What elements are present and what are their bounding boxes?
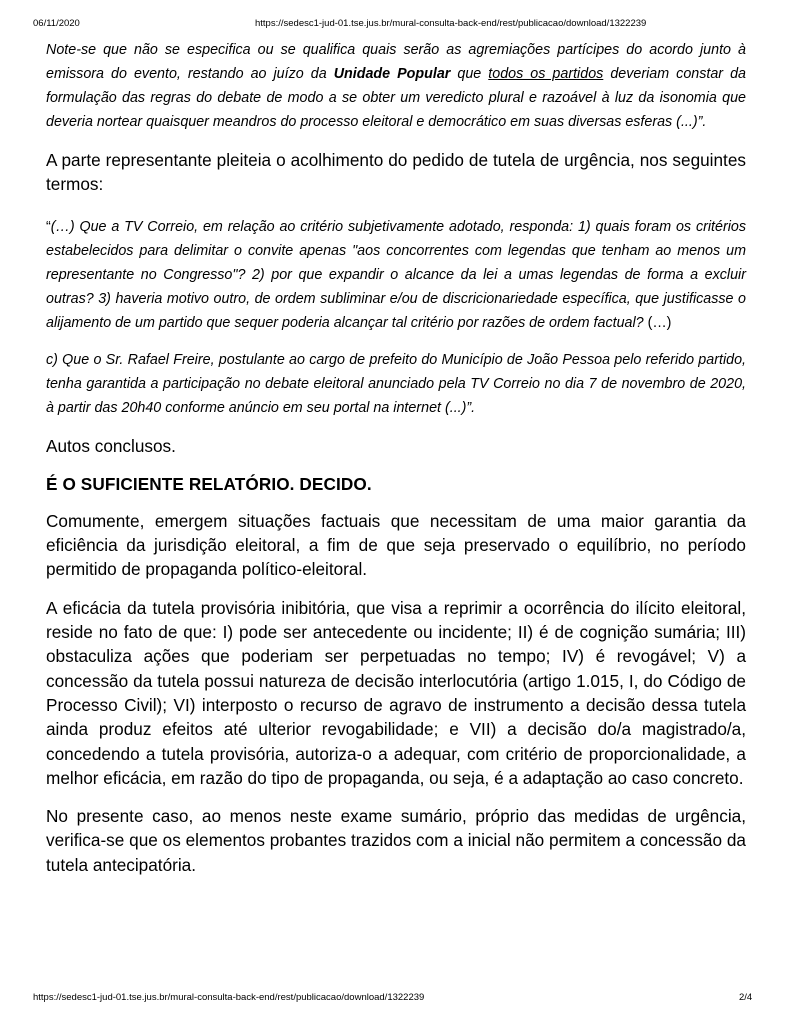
section-heading: É O SUFICIENTE RELATÓRIO. DECIDO. [46, 473, 372, 494]
document-body [46, 38, 746, 877]
footer-url: https://sedesc1-jud-01.tse.jus.br/mural-consulta-back-end/rest/publicacao/download/1322239 [33, 992, 425, 1003]
quote-text-start: Note-se que não se especifica ou se qualifica quais serão as agremiações partícipes do acordo junto à emissora do evento, restando ao juízo da [46, 42, 746, 82]
quote-paragraph-request-c: c) Que o Sr. Rafael Freire, postulante ao cargo de prefeito do Município de João Pessoa pelo referido partido, tenha garantida a participação no debate eleitoral anunciado pela TV Correio no dia 7 de novembro de 2020, à partir das 20h40 conforme anúncio em seu portal na internet (...)”. [46, 351, 746, 416]
print-date: 06/11/2020 [33, 18, 80, 29]
underlined-phrase: todos os partidos [488, 66, 604, 82]
paragraph-conclusos: Autos conclusos. [46, 435, 176, 456]
quote-open-mark: “ [46, 218, 51, 235]
quote-paragraph-isonomia [46, 38, 746, 134]
quote-questions-text: (…) Que a TV Correio, em relação ao critério subjetivamente adotado, responda: 1) quais foram os critérios estabelecidos para delimitar o convite apenas "aos concorrentes com legendas que tenham ao menos um representante no Congresso"? 2) por que expandir o alcance da lei a umas legendas de forma a excluir outras? 3) haveria motivo outro, de ordem subliminar e/ou de discricionariedade específica, que justificasse o alijamento de um partido que sequer poderia alcançar tal critério por razões de ordem factual? [46, 218, 746, 331]
paragraph-presente-caso: No presente caso, ao menos neste exame sumário, próprio das medidas de urgência, verifica-se que os elementos probantes trazidos com a inicial não permitem a concessão da tutela antecipatória. [46, 806, 746, 875]
quote-ellipsis: (…) [647, 314, 672, 331]
quote-text-middle: que [450, 66, 489, 82]
page-number: 2/4 [739, 992, 753, 1003]
paragraph-request: A parte representante pleiteia o acolhimento do pedido de tutela de urgência, nos seguintes termos: [46, 150, 746, 195]
bold-party-name: Unidade Popular [333, 66, 451, 82]
header-url: https://sedesc1-jud-01.tse.jus.br/mural-consulta-back-end/rest/publicacao/download/1322239 [255, 18, 647, 29]
paragraph-comumente: Comumente, emergem situações factuais que necessitam de uma maior garantia da eficiência da jurisdição eleitoral, a fim de que seja preservado o equilíbrio, no período permitido de propaganda político-eleitoral. [46, 510, 746, 580]
quote-paragraph-questions [46, 215, 746, 335]
paragraph-eficacia: A eficácia da tutela provisória inibitória, que visa a reprimir a ocorrência do ilícito eleitoral, reside no fato de que: I) pode ser antecedente ou incidente; II) é de cognição sumária; III) obstaculiza ações que poderiam ser perpetuadas no tempo; IV) é revogável; V) a concessão da tutela possui natureza de decisão interlocutória (artigo 1.015, I, do Código de Processo Civil); VI) interposto o recurso de agravo de instrumento a decisão dessa tutela ainda produz efeitos até ulterior revogabilidade; e VII) a decisão do/a magistrado/a, concedendo a tutela provisória, autoriza-o a adequar, com critério de proporcionalidade, a melhor eficácia, em razão do tipo de propaganda, ou seja, é a adaptação ao caso concreto. [46, 597, 746, 788]
quote-text-end: deveriam constar da formulação das regras do debate de modo a se obter um veredicto plural e razoável à luz da isonomia que deveria nortear quaisquer meandros do processo eleitoral e democrático em suas diversas esferas (...)”. [46, 66, 746, 130]
